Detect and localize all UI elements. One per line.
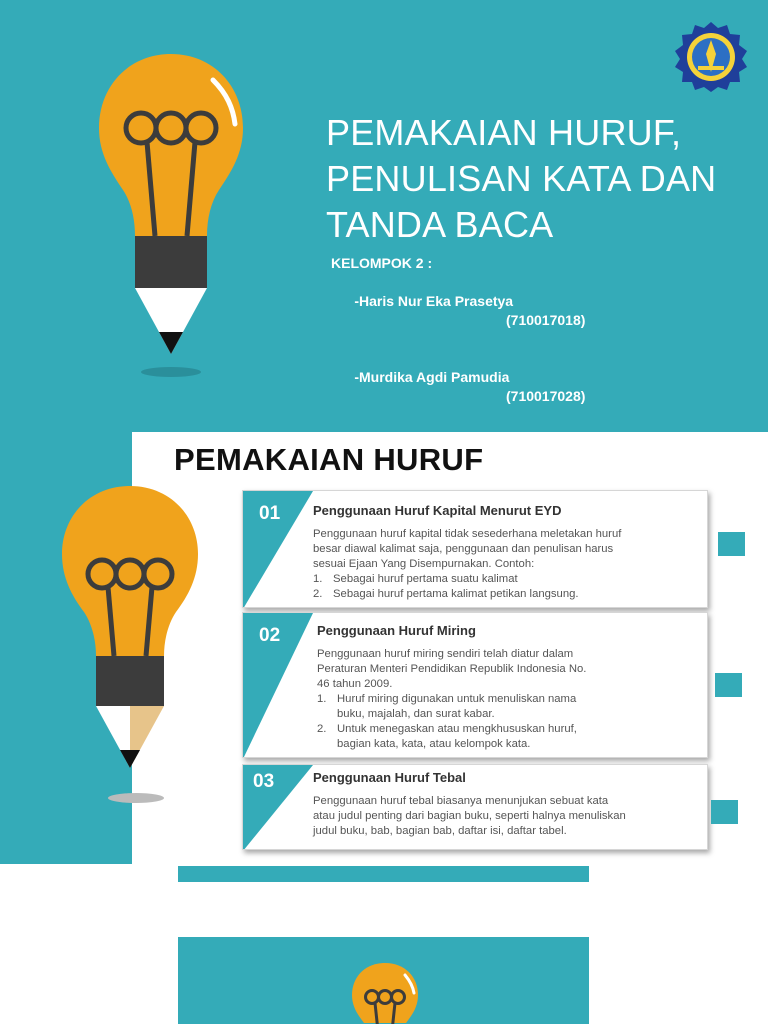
list-text: Untuk menegaskan atau mengkhususkan huruf, [337, 723, 577, 735]
list-text: bagian kata, kata, atau kelompok kata. [337, 738, 531, 750]
list-text: Sebagai huruf pertama suatu kalimat [333, 573, 518, 585]
list-text: buku, majalah, dan surat kabar. [337, 708, 495, 720]
card-title: Penggunaan Huruf Tebal [313, 770, 466, 785]
list-number: 1. [313, 573, 323, 585]
title-line: PEMAKAIAN HURUF, [326, 112, 682, 153]
card-body [313, 794, 693, 839]
lightbulb-pencil-icon [58, 482, 208, 812]
next-slide-preview [178, 937, 589, 1024]
body-line: Peraturan Menteri Pendidikan Republik Indonesia No. [317, 663, 587, 675]
body-line: Penggunaan huruf miring sendiri telah diatur dalam [317, 648, 574, 660]
slide-title: PEMAKAIAN HURUF [174, 442, 484, 477]
card-body [313, 527, 683, 602]
presentation-title [326, 110, 766, 248]
member-name: -Murdika Agdi Pamudia [354, 369, 510, 385]
body-line: atau judul penting dari bagian buku, seperti halnya menuliskan [313, 810, 626, 822]
list-text: Huruf miring digunakan untuk menuliskan nama [337, 693, 577, 705]
title-line: PENULISAN KATA DAN [326, 158, 717, 199]
list-number: 1. [317, 693, 327, 705]
card-title: Penggunaan Huruf Kapital Menurut EYD [313, 503, 562, 518]
member-nim: (710017028) [506, 388, 586, 404]
card-list [313, 572, 683, 602]
card-number: 03 [253, 771, 275, 792]
decor-square [711, 800, 738, 824]
card-body [317, 647, 687, 752]
divider-bar [178, 866, 589, 882]
member-nim: (710017018) [506, 312, 586, 328]
member-row [331, 349, 586, 425]
body-line: besar diawal kalimat saja, penggunaan dan penulisan harus [313, 543, 614, 555]
body-line: sesuai Ejaan Yang Disempurnakan. Contoh: [313, 558, 535, 570]
title-line: TANDA BACA [326, 204, 554, 245]
decor-square [718, 532, 745, 556]
body-line: judul buku, bab, bagian bab, daftar isi, daftar tabel. [313, 825, 567, 837]
list-text: Sebagai huruf pertama kalimat petikan langsung. [333, 588, 579, 600]
lightbulb-pencil-icon [95, 50, 255, 390]
group-label: KELOMPOK 2 : [331, 255, 433, 271]
member-name: -Haris Nur Eka Prasetya [354, 293, 514, 309]
title-slide [0, 0, 768, 432]
card-number: 01 [259, 503, 281, 524]
list-item [317, 722, 687, 752]
card-number: 02 [259, 625, 281, 646]
list-item [313, 587, 683, 602]
university-logo-icon [672, 20, 750, 92]
lightbulb-icon [350, 961, 420, 1024]
content-slide [0, 432, 768, 864]
card-title: Penggunaan Huruf Miring [317, 623, 476, 638]
body-line: Penggunaan huruf kapital tidak sesederhana meletakan huruf [313, 528, 622, 540]
content-card [242, 764, 708, 850]
list-item [313, 572, 683, 587]
body-line: 46 tahun 2009. [317, 678, 393, 690]
group-info [331, 254, 586, 432]
list-number: 2. [317, 723, 327, 735]
list-item [317, 692, 687, 722]
member-row [331, 425, 513, 432]
member-row [331, 273, 586, 349]
body-line: Penggunaan huruf tebal biasanya menunjukan sebuat kata [313, 795, 609, 807]
list-number: 2. [313, 588, 323, 600]
decor-square [715, 673, 742, 697]
card-list [317, 692, 687, 752]
content-card [242, 490, 708, 608]
content-card [242, 612, 708, 758]
